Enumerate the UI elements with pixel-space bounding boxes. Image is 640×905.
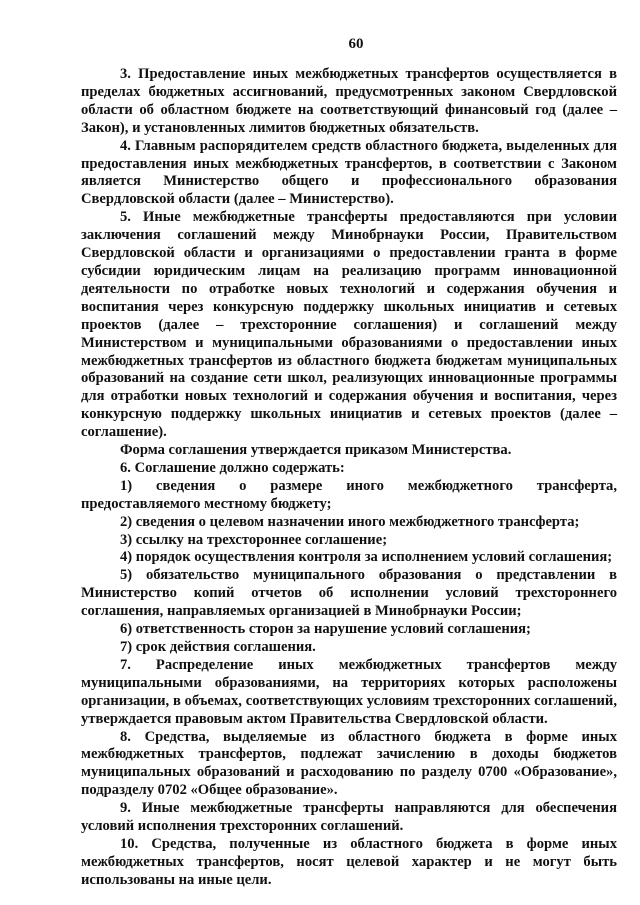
list-item-5: 5) обязательство муниципального образования о представлении в Министерство копий отчетов об исполнении условий трехстороннего соглашения, направляемых организацией в Минобрнауки России;	[81, 567, 617, 620]
paragraph-6: 6. Соглашение должно содержать:	[120, 459, 345, 476]
paragraph-7: 7. Распределение иных межбюджетных трансфертов между муниципальными образованиями, на территориях которых расположены организации, в объемах, соответствующих условиям трехсторонних соглашений, утверждается правовым актом Правительства Свердловской области.	[81, 656, 617, 727]
paragraph-10: 10. Средства, полученные из областного бюджета в форме иных межбюджетных трансфертов, носят целевой характер и не могут быть использованы на иные цели.	[81, 835, 617, 888]
paragraph-3: 3. Предоставление иных межбюджетных трансфертов осуществляется в пределах бюджетных ассигнований, предусмотренных законом Свердловской области об областном бюджете на соответствующий финансовый год (далее – Закон), и установленных лимитов бюджетных обязательств.	[81, 66, 617, 136]
list-item-1: 1) сведения о размере иного межбюджетного трансферта, предоставляемого местному бюджету;	[81, 477, 617, 512]
list-item-7: 7) срок действия соглашения.	[120, 639, 316, 655]
list-item-6: 6) ответственность сторон за нарушение условий соглашения;	[120, 621, 531, 638]
list-item-2: 2) сведения о целевом назначении иного межбюджетного трансферта;	[120, 513, 580, 530]
paragraph-8: 8. Средства, выделяемые из областного бюджета в форме иных межбюджетных трансфертов, подлежат зачислению в доходы бюджетов муниципальных образований и расходованию по разделу 0700 «Образование», подразделу 0702 «Общее образование».	[81, 728, 617, 799]
paragraph-9: 9. Иные межбюджетные трансферты направляются для обеспечения условий исполнения трехсторонних соглашений.	[81, 800, 617, 835]
paragraph-4: 4. Главным распорядителем средств областного бюджета, выделенных для предоставления иных межбюджетных трансфертов, в соответствии с Законом является Министерство общего и профессионального образования Свердловской области (далее – Министерство).	[81, 137, 617, 208]
list-item-4: 4) порядок осуществления контроля за исполнением условий соглашения;	[120, 549, 613, 566]
list-item-3: 3) ссылку на трехстороннее соглашение;	[120, 531, 388, 548]
paragraph-agreement-form: Форма соглашения утверждается приказом Министерства.	[120, 442, 512, 459]
page-number: 60	[348, 36, 364, 52]
paragraph-5: 5. Иные межбюджетные трансферты предоставляются при условии заключения соглашений между Минобрнауки России, Правительством Свердловской области и организациями о предоставлении гранта в форме субсидии юридическим лицам на реализацию программ инновационной деятельности по отработке новых технологий и содержания обучения и воспитания через конкурсную поддержку школьных инициатив и сетевых проектов (далее – трехсторонние соглашения) и соглашений между Министерством и муниципальными образованиями о предоставлении иных межбюджетных трансфертов из областного бюджета бюджетам муниципальных образований на создание сети школ, реализующих инновационные программы для отработки новых технологий и содержания обучения и воспитания, через конкурсную поддержку школьных инициатив и сетевых проектов (далее – соглашение).	[81, 209, 617, 441]
